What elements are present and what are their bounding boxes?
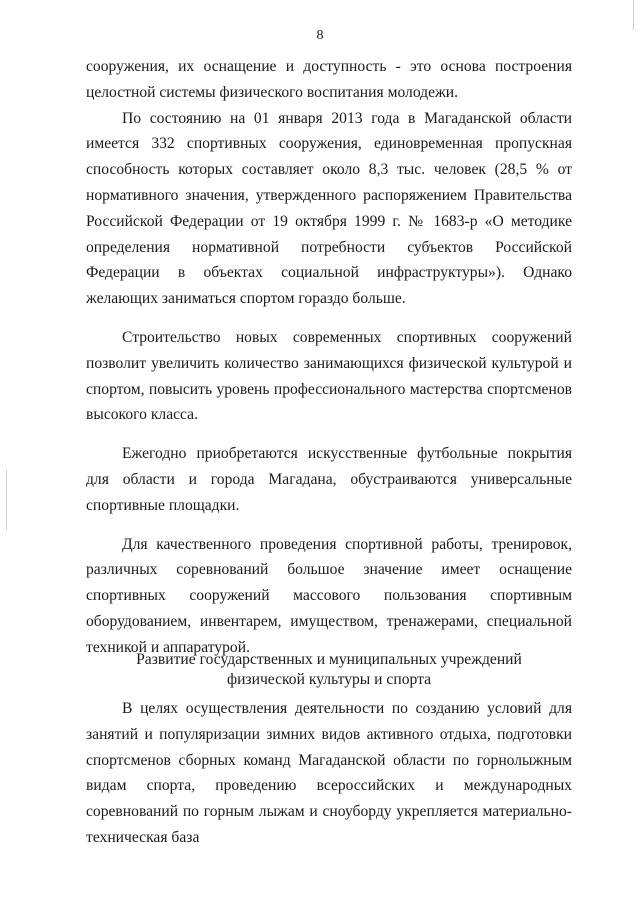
paragraph-construction: Строительство новых современных спортивных сооружений позволит увеличить количество занимающихся физической культурой и спортом, повысить уровень профессионального мастерства спортсменов высокого класса. bbox=[86, 328, 572, 424]
paragraph-sports-facilities: По состоянию на 01 января 2013 года в Магаданской области имеется 332 спортивных сооружения, единовременная пропускная способность которых составляет около 8,3 тыс. человек (28,5 % от нормативного значения, утвержденного распоряжением Правительства Российской Федерации от 19 октября 1999 г. № 1683-р «О методике определения нормативной потребности субъектов Российской Федерации в объектах социальной инфраструктуры»). Однако желающих заниматься спортом гораздо больше. bbox=[86, 109, 572, 308]
body-text bbox=[86, 54, 572, 661]
page-number: 8 bbox=[316, 28, 324, 43]
section-heading-line1: Развитие государственных и муниципальных учреждений bbox=[136, 651, 522, 668]
section-heading bbox=[86, 650, 572, 690]
paragraph-football-surfaces: Ежегодно приобретаются искусственные футбольные покрытия для области и города Магадана, обустраиваются универсальные спортивные площадки. bbox=[86, 445, 572, 514]
section-body-text bbox=[86, 696, 572, 851]
paragraph-equipment: Для качественного проведения спортивной работы, тренировок, различных соревнований большое значение имеет оснащение спортивных сооружений массового пользования спортивным оборудованием, инвентарем, имуществом, тренажерами, специальной техникой и аппаратурой. bbox=[86, 535, 572, 656]
scan-edge-mark-right bbox=[633, 0, 634, 30]
section-heading-line2: физической культуры и спорта bbox=[226, 671, 432, 688]
paragraph-winter-sports: В целях осуществления деятельности по созданию условий для занятий и популяризации зимних видов активного отдыха, подготовки спортсменов сборных команд Магаданской области по горнолыжным видам спорта, проведению всероссийских и международных соревнований по горным лыжам и сноуборду укрепляется материально-техническая база bbox=[86, 700, 572, 846]
paragraph-continuation: сооружения, их оснащение и доступность - это основа построения целостной системы физического воспитания молодежи. bbox=[86, 58, 572, 101]
scan-edge-mark-left bbox=[6, 470, 7, 530]
